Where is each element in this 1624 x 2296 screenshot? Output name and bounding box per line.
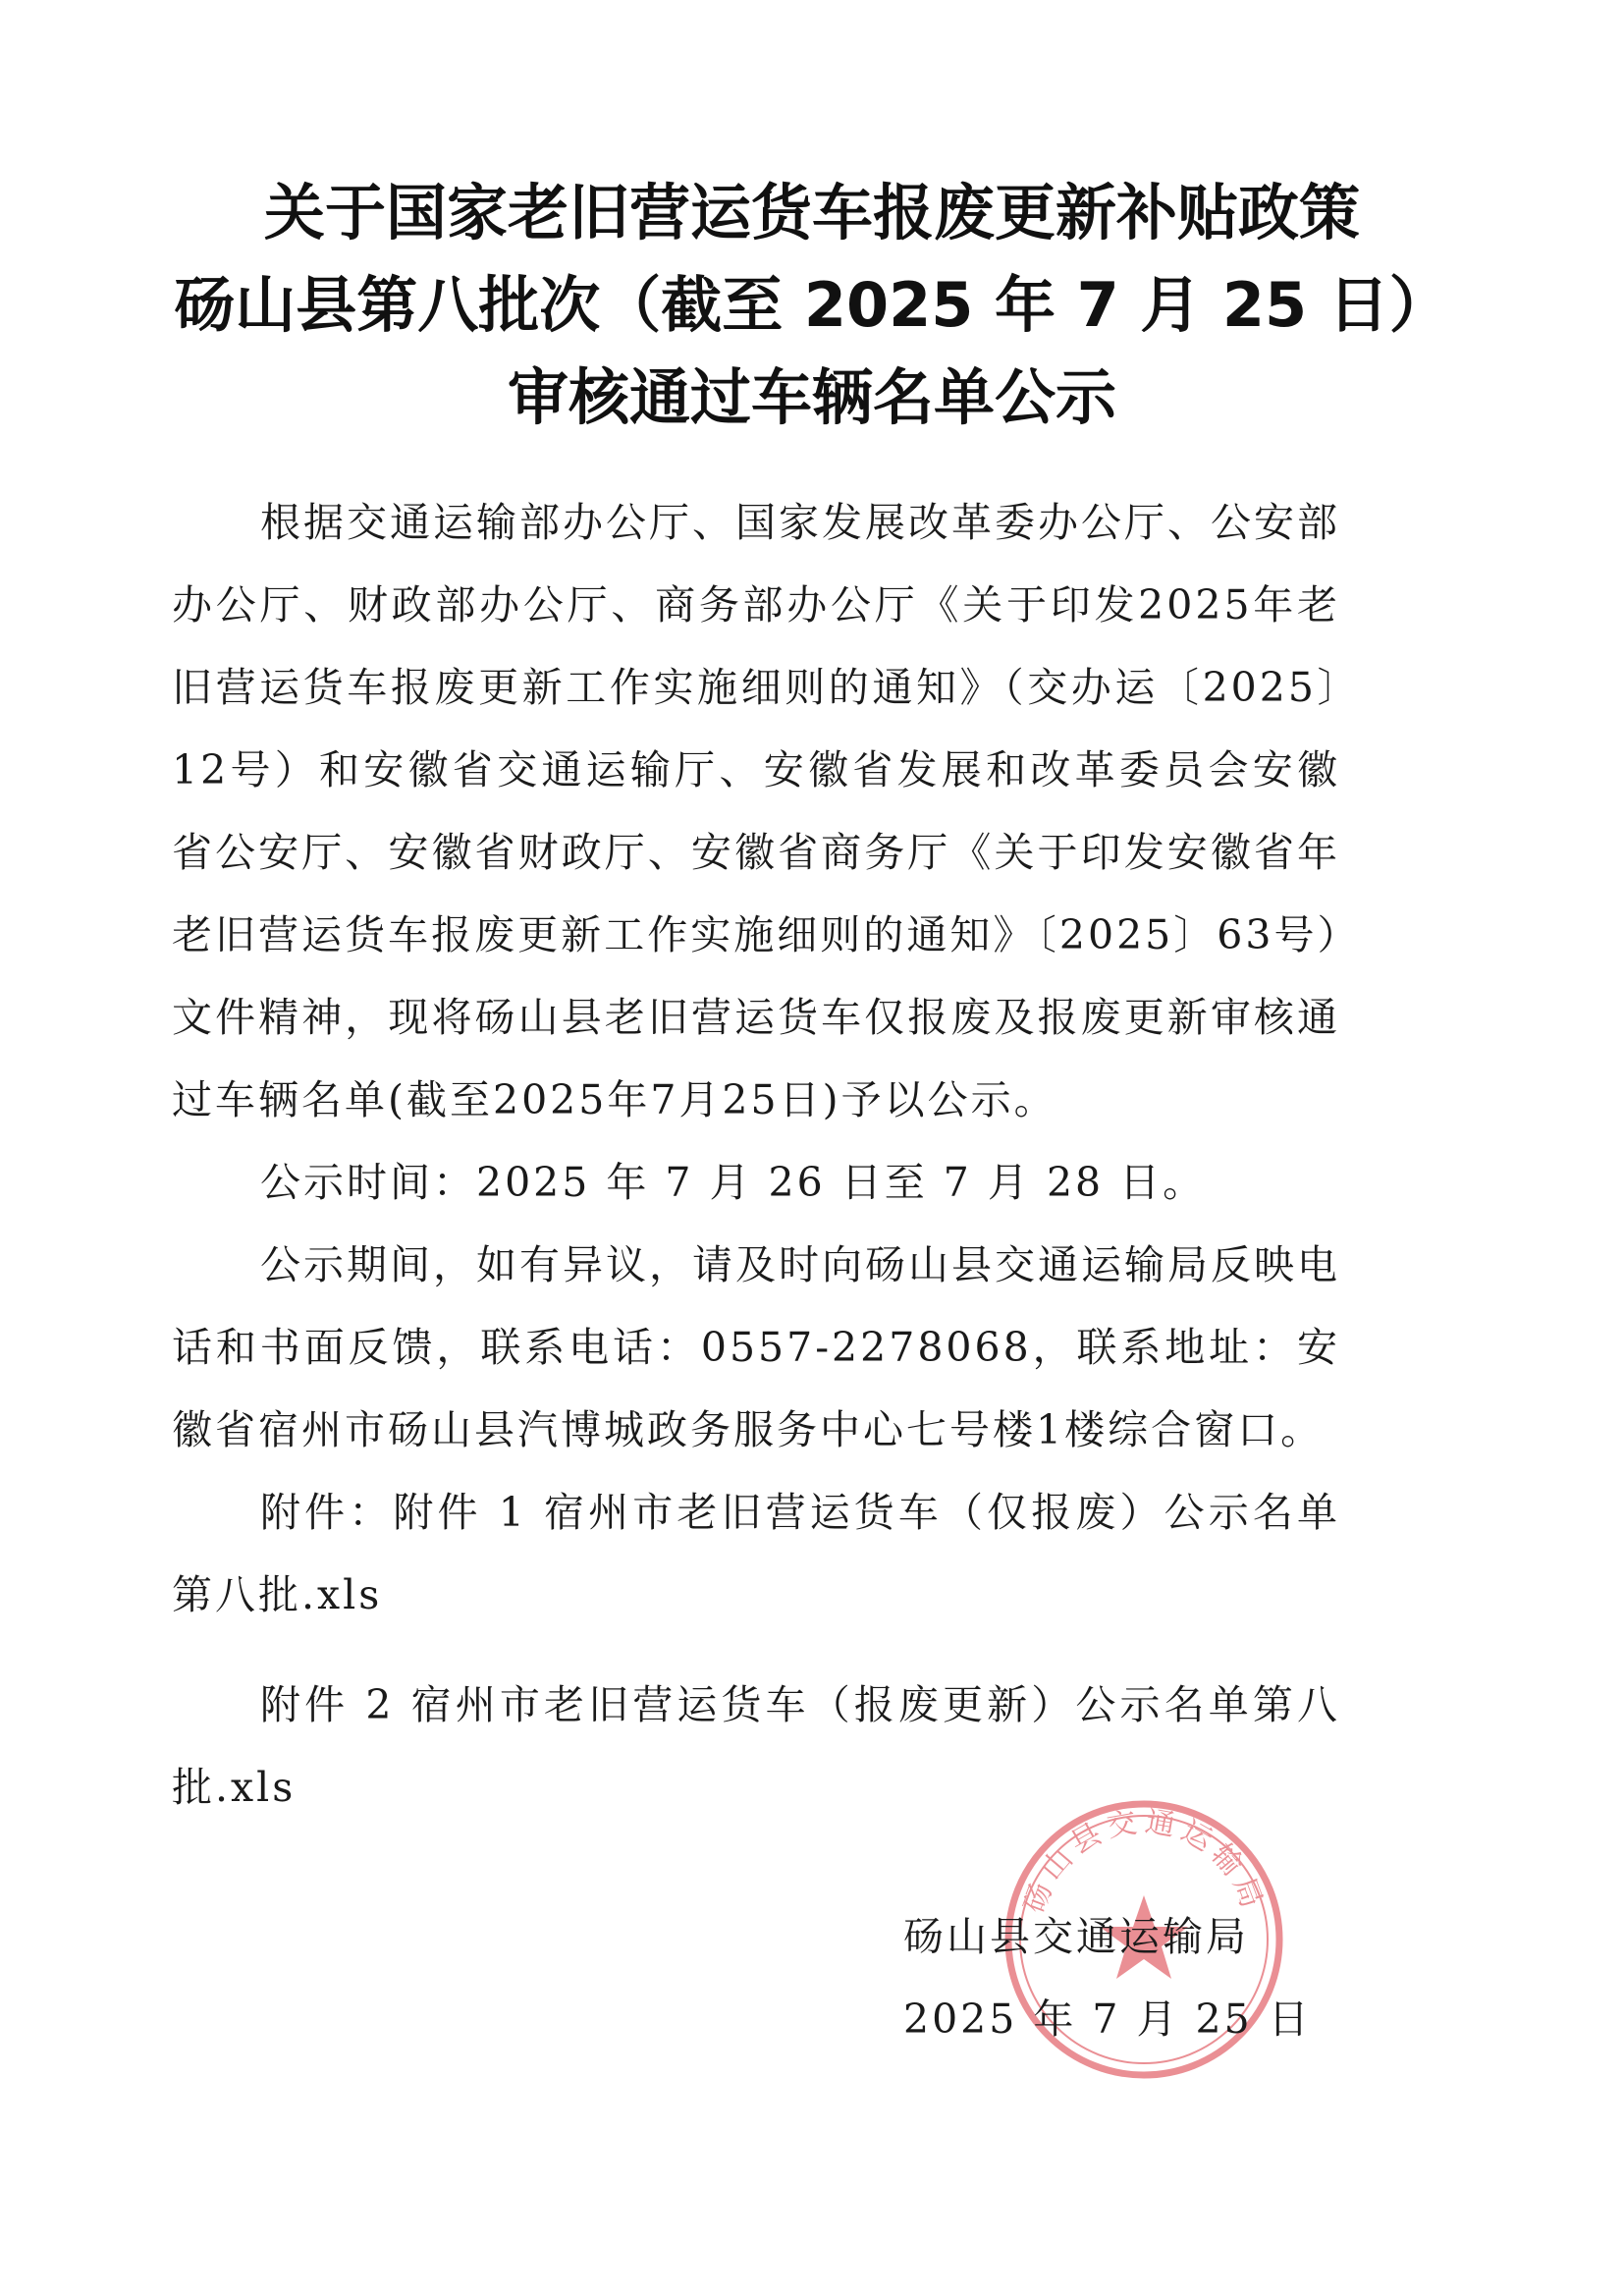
title-line-1: 关于国家老旧营运货车报废更新补贴政策 (263, 177, 1360, 248)
title-line-3: 审核通过车辆名单公示 (507, 361, 1116, 433)
document-title (147, 167, 1477, 444)
document-body (172, 481, 1340, 1829)
paragraph-attachment-1: 附件：附件 1 宿州市老旧营运货车（仅报废）公示名单第八批.xls (172, 1489, 1340, 1618)
paragraph-basis: 根据交通运输部办公厅、国家发展改革委办公厅、公安部办公厅、财政部办公厅、商务部办公厅《关于印发2025年老旧营运货车报废更新工作实施细则的通知》（交办运〔2025〕12号）和安徽省交通运输厅、安徽省发展和改革委员会安徽省公安厅、安徽省财政厅、安徽省商务厅《关于印发安徽省年老旧营运货车报废更新工作实施细则的通知》〔2025〕63号）文件精神，现将砀山县老旧营运货车仅报废及报废更新审核通过车辆名单(截至2025年7月25日)予以公示。 (172, 499, 1340, 1123)
title-line-2: 砀山县第八批次（截至 2025 年 7 月 25 日） (174, 269, 1450, 341)
signature-block (903, 1895, 1312, 2060)
signature-org: 砀山县交通运输局 (903, 1913, 1249, 1960)
svg-text:砀山县交通运输局: 砀山县交通运输局 (1017, 1804, 1271, 1918)
paragraph-attachment-2: 附件 2 宿州市老旧营运货车（报废更新）公示名单第八批.xls (172, 1681, 1340, 1811)
paragraph-contact: 公示期间，如有异议，请及时向砀山县交通运输局反映电话和书面反馈，联系电话：0557-2278068，联系地址：安徽省宿州市砀山县汽博城政务服务中心七号楼1楼综合窗口。 (172, 1241, 1340, 1453)
paragraph-period: 公示时间：2025 年 7 月 26 日至 7 月 28 日。 (260, 1159, 1207, 1206)
signature-date: 2025 年 7 月 25 日 (903, 1995, 1312, 2043)
